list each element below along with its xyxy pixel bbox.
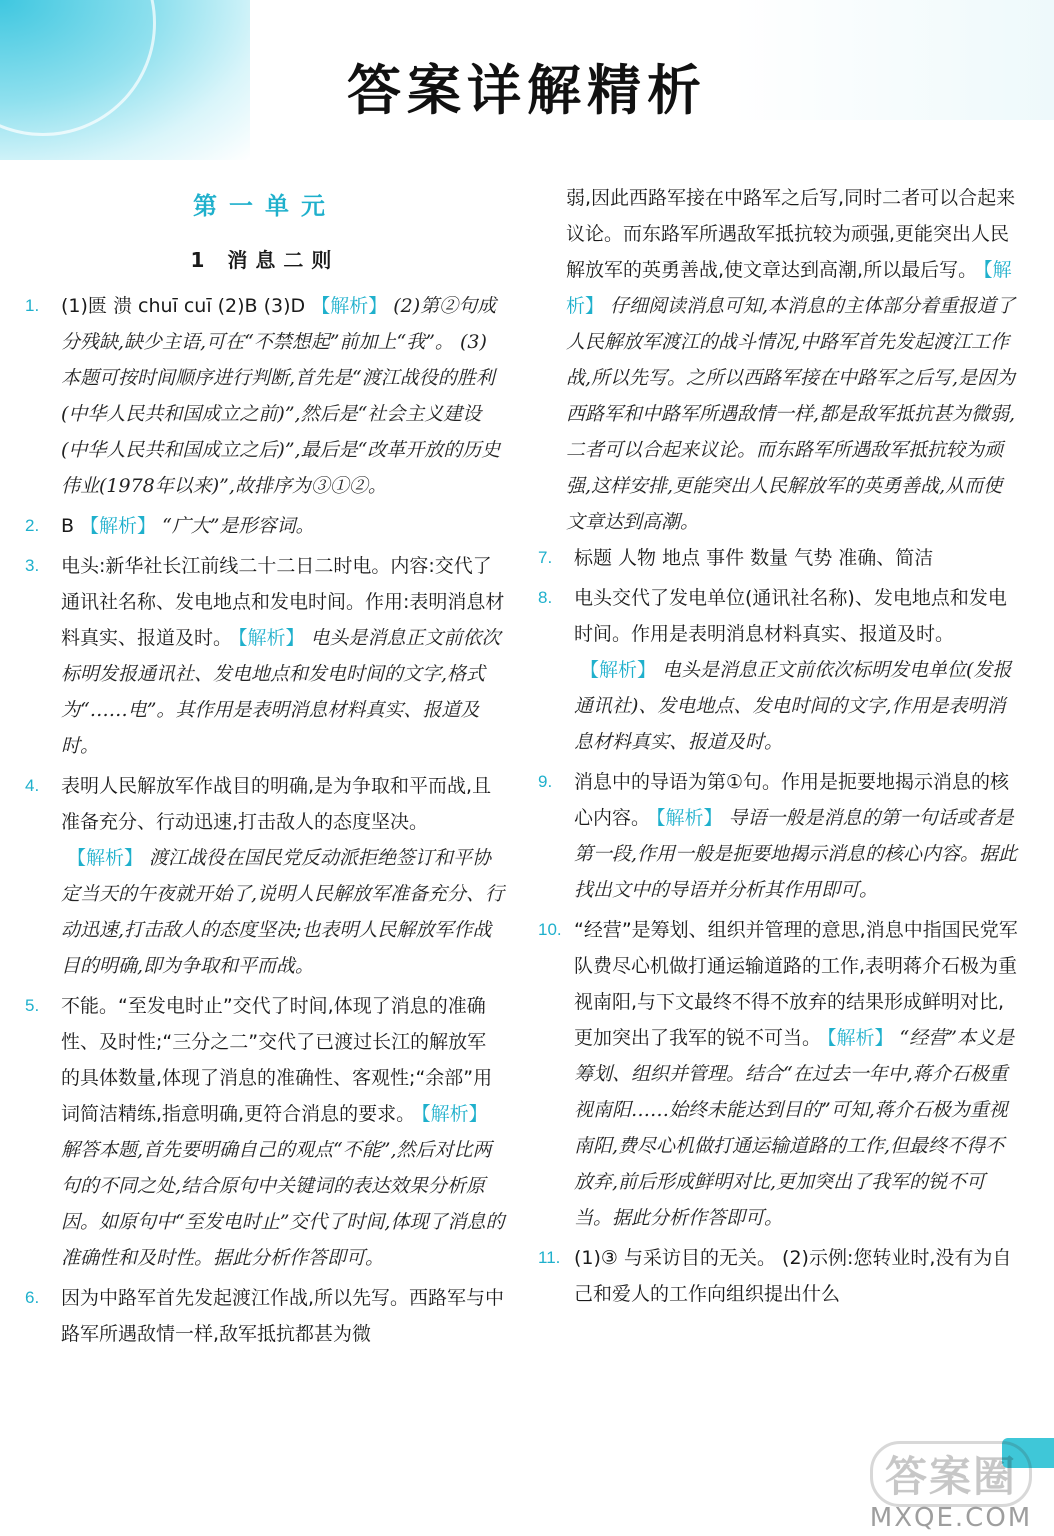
analysis-text: 导语一般是消息的第一句话或者是第一段,作用一般是扼要地揭示消息的核心内容。据此找出文中的导语并分析其作用即可。 (574, 807, 1018, 901)
answer-text: 因为中路军首先发起渡江作战,所以先写。西路军与中路军所遇敌情一样,敌军抵抗都甚为微 (61, 1287, 505, 1345)
answer-text: 消息中的导语为第①句。作用是扼要地揭示消息的核心内容。 (574, 771, 1010, 829)
answer-item (25, 988, 505, 1276)
continued-item (538, 180, 1018, 540)
answer-text: (1)匮 溃 chuī cuī (2)B (3)D (61, 295, 306, 317)
analysis-text: 电头是消息正文前依次标明发电单位(发报通讯社)、发电地点、发电时间的文字,作用是表明消息材料真实、报道及时。 (574, 659, 1012, 753)
answer-text: 表明人民解放军作战目的明确,是为争取和平而战,且准备充分、行动迅速,打击敌人的态度坚决。 (61, 775, 492, 833)
item-number: 8. (538, 588, 553, 607)
answer-text: 电头:新华社长江前线二十二日二时电。内容:交代了通讯社名称、发电地点和发电时间。作用:表明消息材料真实、报道及时。 (61, 555, 505, 649)
answer-text: (1)③ 与采访目的无关。 (2)示例:您转业时,没有为自己和爱人的工作向组织提出什么 (574, 1247, 1012, 1305)
analysis-tag: 【解析】 (580, 659, 657, 681)
item-number: 10. (538, 920, 562, 939)
answer-item (538, 580, 1018, 760)
answer-item (538, 764, 1018, 908)
analysis-tag: 【解析】 (80, 515, 157, 537)
item-number: 4. (25, 776, 40, 795)
analysis-text: 电头是消息正文前依次标明发报通讯社、发电地点和发电时间的文字,格式为“……电”。其作用是表明消息材料真实、报道及时。 (61, 627, 501, 757)
answer-text: 不能。“至发电时止”交代了时间,体现了消息的准确性、及时性;“三分之二”交代了已渡过长江的解放军的具体数量,体现了消息的准确性、客观性;“余部”用词简洁精练,指意明确,更符合消息的要求。 (61, 995, 493, 1125)
analysis-text: (2)第②句成分残缺,缺少主语,可在“不禁想起”前加上“我”。 (3)本题可按时间顺序进行判断,首先是“渡江战役的胜利(中华人民共和国成立之前)”,然后是“社会主义建设(中华人民共和国成立之后)”,最后是“改革开放的历史伟业(1978年以来)”,故排序为③①②。 (61, 295, 501, 497)
page-title: 答案详解精析 (347, 59, 707, 122)
analysis-text: “经营”本义是筹划、组织并管理。结合“在过去一年中,蒋介石极重视南阳……始终未能达到目的”可知,蒋介石极为重视南阳,费尽心机做打通运输道路的工作,但最终不得不放弃,前后形成鲜明对比,更加突出了我军的锐不可当。据此分析作答即可。 (574, 1027, 1014, 1229)
item-number: 5. (25, 996, 40, 1015)
answer-item (25, 548, 505, 764)
analysis-text: 仔细阅读消息可知,本消息的主体部分着重报道了人民解放军渡江的战斗情况,中路军首先发起渡江工作战,所以先写。之所以西路军接在中路军之后写,是因为西路军和中路军所遇敌情一样,都是敌军抵抗甚为微弱,二者可以合起来议论。而东路军所遇敌军抵抗较为顽强,这样安排,更能突出人民解放军的英勇善战,从而使文章达到高潮。 (566, 295, 1016, 533)
answer-text: 弱,因此西路军接在中路军之后写,同时二者可以合起来议论。而东路军所遇敌军抵抗较为顽强,更能突出人民解放军的英勇善战,使文章达到高潮,所以最后写。 (566, 187, 1016, 281)
answer-text: B (61, 515, 75, 537)
watermark-url: MXQE.COM (869, 1503, 1033, 1533)
unit-heading: 第一单元 (193, 192, 337, 220)
answer-item (538, 1240, 1018, 1312)
analysis-text: 解答本题,首先要明确自己的观点“不能”,然后对比两句的不同之处,结合原句中关键词的表达效果分析原因。如原句中“至发电时止”交代了时间,体现了消息的准确性和及时性。据此分析作答即可。 (61, 1139, 505, 1269)
item-number: 11. (538, 1248, 561, 1267)
item-number: 1. (25, 296, 40, 315)
item-number: 9. (538, 772, 553, 791)
left-items (25, 288, 505, 1352)
answer-text: “经营”是筹划、组织并管理的意思,消息中指国民党军队费尽心机做打通运输道路的工作,表明蒋介石极为重视南阳,与下文最终不得不放弃的结果形成鲜明对比,更加突出了我军的锐不可当。 (574, 919, 1018, 1049)
right-items (538, 540, 1018, 1312)
analysis-tag: 【解析】 (238, 627, 305, 649)
analysis-tag: 【解析】 (67, 847, 144, 869)
right-column (538, 180, 1018, 1316)
answer-item (25, 1280, 505, 1352)
answer-item (25, 288, 505, 504)
analysis-text: 渡江战役在国民党反动派拒绝签订和平协定当天的午夜就开始了,说明人民解放军准备充分、行动迅速,打击敌人的态度坚决;也表明人民解放军作战目的明确,即为争取和平而战。 (61, 847, 505, 977)
answer-text: 标题 人物 地点 事件 数量 气势 准确、简洁 (574, 547, 934, 569)
analysis-tag: 【解析】 (656, 807, 723, 829)
item-number: 7. (538, 548, 553, 567)
lesson-heading: 1 消息二则 (190, 248, 340, 272)
item-number: 3. (25, 556, 40, 575)
analysis-tag: 【解析】 (311, 295, 388, 317)
analysis-tag: 【解析】 (827, 1027, 894, 1049)
answer-item (25, 768, 505, 984)
answer-item (538, 540, 1018, 576)
item-number: 6. (25, 1288, 40, 1307)
watermark-name: 答案圈 (870, 1441, 1032, 1507)
left-column (25, 180, 505, 1356)
analysis-tag: 【解析】 (566, 259, 1012, 317)
answer-item (25, 508, 505, 544)
answer-item (538, 912, 1018, 1236)
analysis-text: “广大”是形容词。 (162, 515, 315, 537)
watermark-logo (856, 1446, 1046, 1533)
analysis-tag: 【解析】 (421, 1103, 488, 1125)
item-number: 2. (25, 516, 40, 535)
answer-text: 电头交代了发电单位(通讯社名称)、发电地点和发电时间。作用是表明消息材料真实、报道及时。 (574, 587, 1007, 645)
